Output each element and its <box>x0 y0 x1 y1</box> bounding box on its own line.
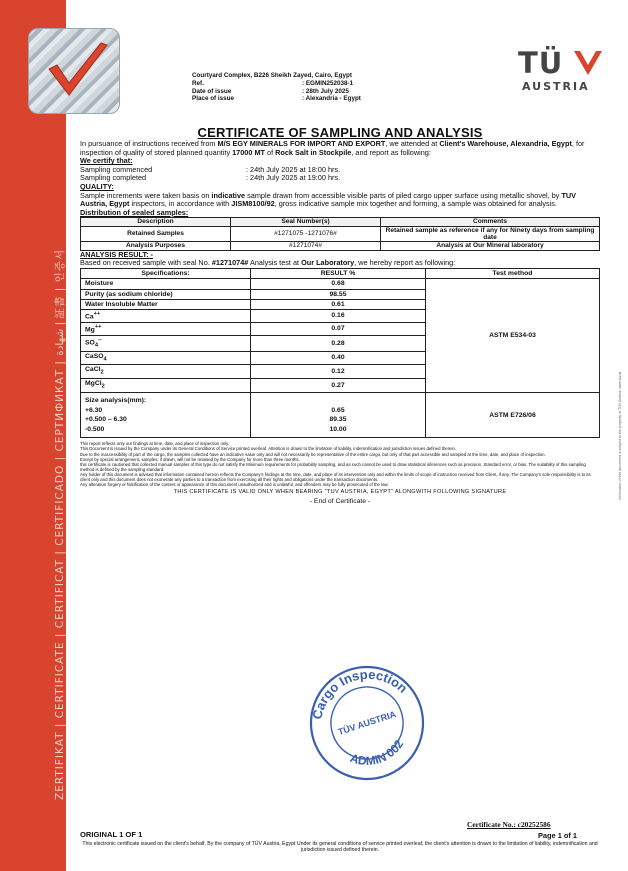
table-row: Size analysis(mm): +6.30 +0.500 – 6.30 -0.500 0.65 89.35 10.00 ASTM E726/06 <box>81 393 600 438</box>
quality-heading: QUALITY: <box>80 181 114 191</box>
table-row: Ca++ 0.16 <box>81 310 600 323</box>
original-label: ORIGINAL 1 OF 1 <box>80 830 143 839</box>
quality-paragraph: Sample increments were taken basis on indicative sample drawn from accessible visible parts of piled cargo upper surface using metallic shovel, by TUV Austria, Egypt inspectors, in accordance with JISM8100/92, gross indicative sample mix together and forming, a sample was obtained for analysis. <box>80 190 577 209</box>
sampling-commenced: Sampling commenced : 24th July 2025 at 18:00 hrs. <box>80 164 341 174</box>
spec-so4: $SO_4^{--}$ <box>81 335 251 351</box>
sampling-completed: Sampling completed : 24th July 2025 at 19:00 hrs. <box>80 173 341 183</box>
analysis-heading: ANALYSIS RESULT: - <box>80 249 153 259</box>
header-row: Ref. : EGMIN252038-1 <box>192 80 354 88</box>
table-row: CaCl$_2$ 0.12 <box>81 365 600 379</box>
spec-ca: Ca++ <box>81 310 251 323</box>
table-header-row: Description Seal Number(s) Comments <box>81 218 600 226</box>
seal-mid-text: TÜV AUSTRIA <box>336 708 398 738</box>
table-row: $SO_4^{--}$ 0.28 <box>81 335 600 351</box>
table-row: Moisture 0.68 ASTM E534-03 <box>81 279 600 289</box>
distribution-heading: Distribution of sealed samples: <box>80 207 189 217</box>
header-block <box>192 72 361 103</box>
hologram-badge <box>28 28 120 114</box>
table-row: MgCl$_2$ 0.27 <box>81 379 600 393</box>
header-row: Date of issue : 28th July 2025 <box>192 87 349 95</box>
fine-print: This report reflects only our findings at time, date, and place of inspection only. This Document is issued by the Company under its General Conditions of Service printed overleaf. Attention is drawn to the limitation of liability, indemnification and jurisdiction issues defined therein. Due to the inaccessibility of part of the cargo, the samples collected have an indicative value only and will not necessarily be representative of the entire cargo, but only of that part accessible and sampled at the time, date, and place of inspection. Except by special arrangement, samples, if drawn, will not be retained by the Company for more than three months. this certificate is cautioned that collected manual samples of this type do not satisfy the Minimum requirements for probability sampling, and as such cannot be used to draw statistical inferences such as precision. Standard error, or bias. The suitability of this sampling method is defined by the sampling standard. Any holder of this document is advised that information contained hereon reflects the Company's findings at the time, date, and place of its intervention only and within the limits of scope of instruction received from Client, if any. The Company's sole responsibility is to its client only and this document does not exonerate any parties to a transaction from exercising all their rights and obligations under the transaction documents. Any alteration forgery or falsification of the content or appearance of this document unauthorized and is unlawful, and offenders may be fully prosecuted of the law. <box>80 441 591 488</box>
side-band-text: ZERTIFIKAT | CERTIFICATE | CERTIFICAT | CERTIFICADO | СЕРТИФИКАТ | شهادة | 証書 | 인증서 <box>54 248 66 800</box>
company-address: Courtyard Complex, B226 Sheikh Zayed, Cairo, Egypt <box>192 72 352 79</box>
analysis-table <box>80 268 600 439</box>
certificate-number: Certificate No.: c20252586 <box>467 820 551 829</box>
analysis-intro: Based on received sample with seal No. #1271074# Analysis test at Our Laboratory, we hereby report as following: <box>80 258 456 268</box>
checkmark-icon <box>43 39 113 105</box>
seal-bottom-text: ADMIN 002 <box>348 737 407 769</box>
document-title: CERTIFICATE OF SAMPLING AND ANALYSIS <box>197 125 483 140</box>
certificate-body <box>80 140 600 506</box>
spec-caso4: CaSO$_4$ <box>81 351 251 365</box>
logo-subtitle: AUSTRIA <box>522 80 590 93</box>
spec-mgcl2: MgCl$_2$ <box>81 379 251 393</box>
size-method: ASTM E726/06 <box>426 393 600 438</box>
intro-paragraph: In pursuance of instructions received from M/S EGY MINERALS FOR IMPORT AND EXPORT, we attended at Client's Warehouse, Alexandria, Egypt, for inspection of quality of stored planned quantity 17000 MT of Rock Salt in Stockpile, and report as following: <box>80 139 585 157</box>
table-row: Retained Samples #1271075 -1271076# Retained sample as reference if any for Ninety days from sampling date <box>81 226 600 242</box>
spec-cacl2: CaCl$_2$ <box>81 365 251 379</box>
chemical-method: ASTM E534-03 <box>426 279 600 393</box>
spec-mg: Mg++ <box>81 323 251 336</box>
footer-note: This electronic certificate issued on the client's behalf, By the company of TÜV Austria, Egypt Under its general conditions of service printed overleaf, the client's attention is drawn to the limitation of liability, indemnification and jurisdiction issued defined therein. <box>82 841 598 853</box>
inspection-seal-stamp <box>306 662 428 784</box>
table-row: Analysis Purposes #1271074# Analysis at Our Mineral laboratory <box>81 242 600 250</box>
distribution-table <box>80 217 600 250</box>
logo-word: TÜ <box>518 46 564 80</box>
page-number: Page 1 of 1 <box>538 831 578 840</box>
table-row: Mg++ 0.07 <box>81 323 600 336</box>
certify-heading: We certify that: <box>80 156 133 166</box>
table-row: CaSO$_4$ 0.40 <box>81 351 600 365</box>
table-header-row: Specifications: RESULT % Test method <box>81 268 600 278</box>
header-row: Place of issue : Alexandria - Egypt <box>192 95 361 103</box>
table-row: Water Insoluble Matter 0.61 <box>81 299 600 309</box>
seal-top-text: Cargo Inspection <box>309 666 411 721</box>
logo-v-icon <box>572 49 604 77</box>
right-margin-note: Verification of this document is subject to the property of TÜV Austria, www.tuv.at <box>618 371 622 500</box>
validity-note: THIS CERTIFICATE IS VALID ONLY WHEN BEARING "TUV AUSTRIA, EGYPT" ALONGWITH FOLLOWING SIGNATURE <box>173 489 507 496</box>
tuv-austria-logo <box>518 46 608 96</box>
end-of-certificate: - End of Certificate - <box>309 497 371 505</box>
table-row: Purity (as sodium chloride) 98.55 <box>81 289 600 299</box>
